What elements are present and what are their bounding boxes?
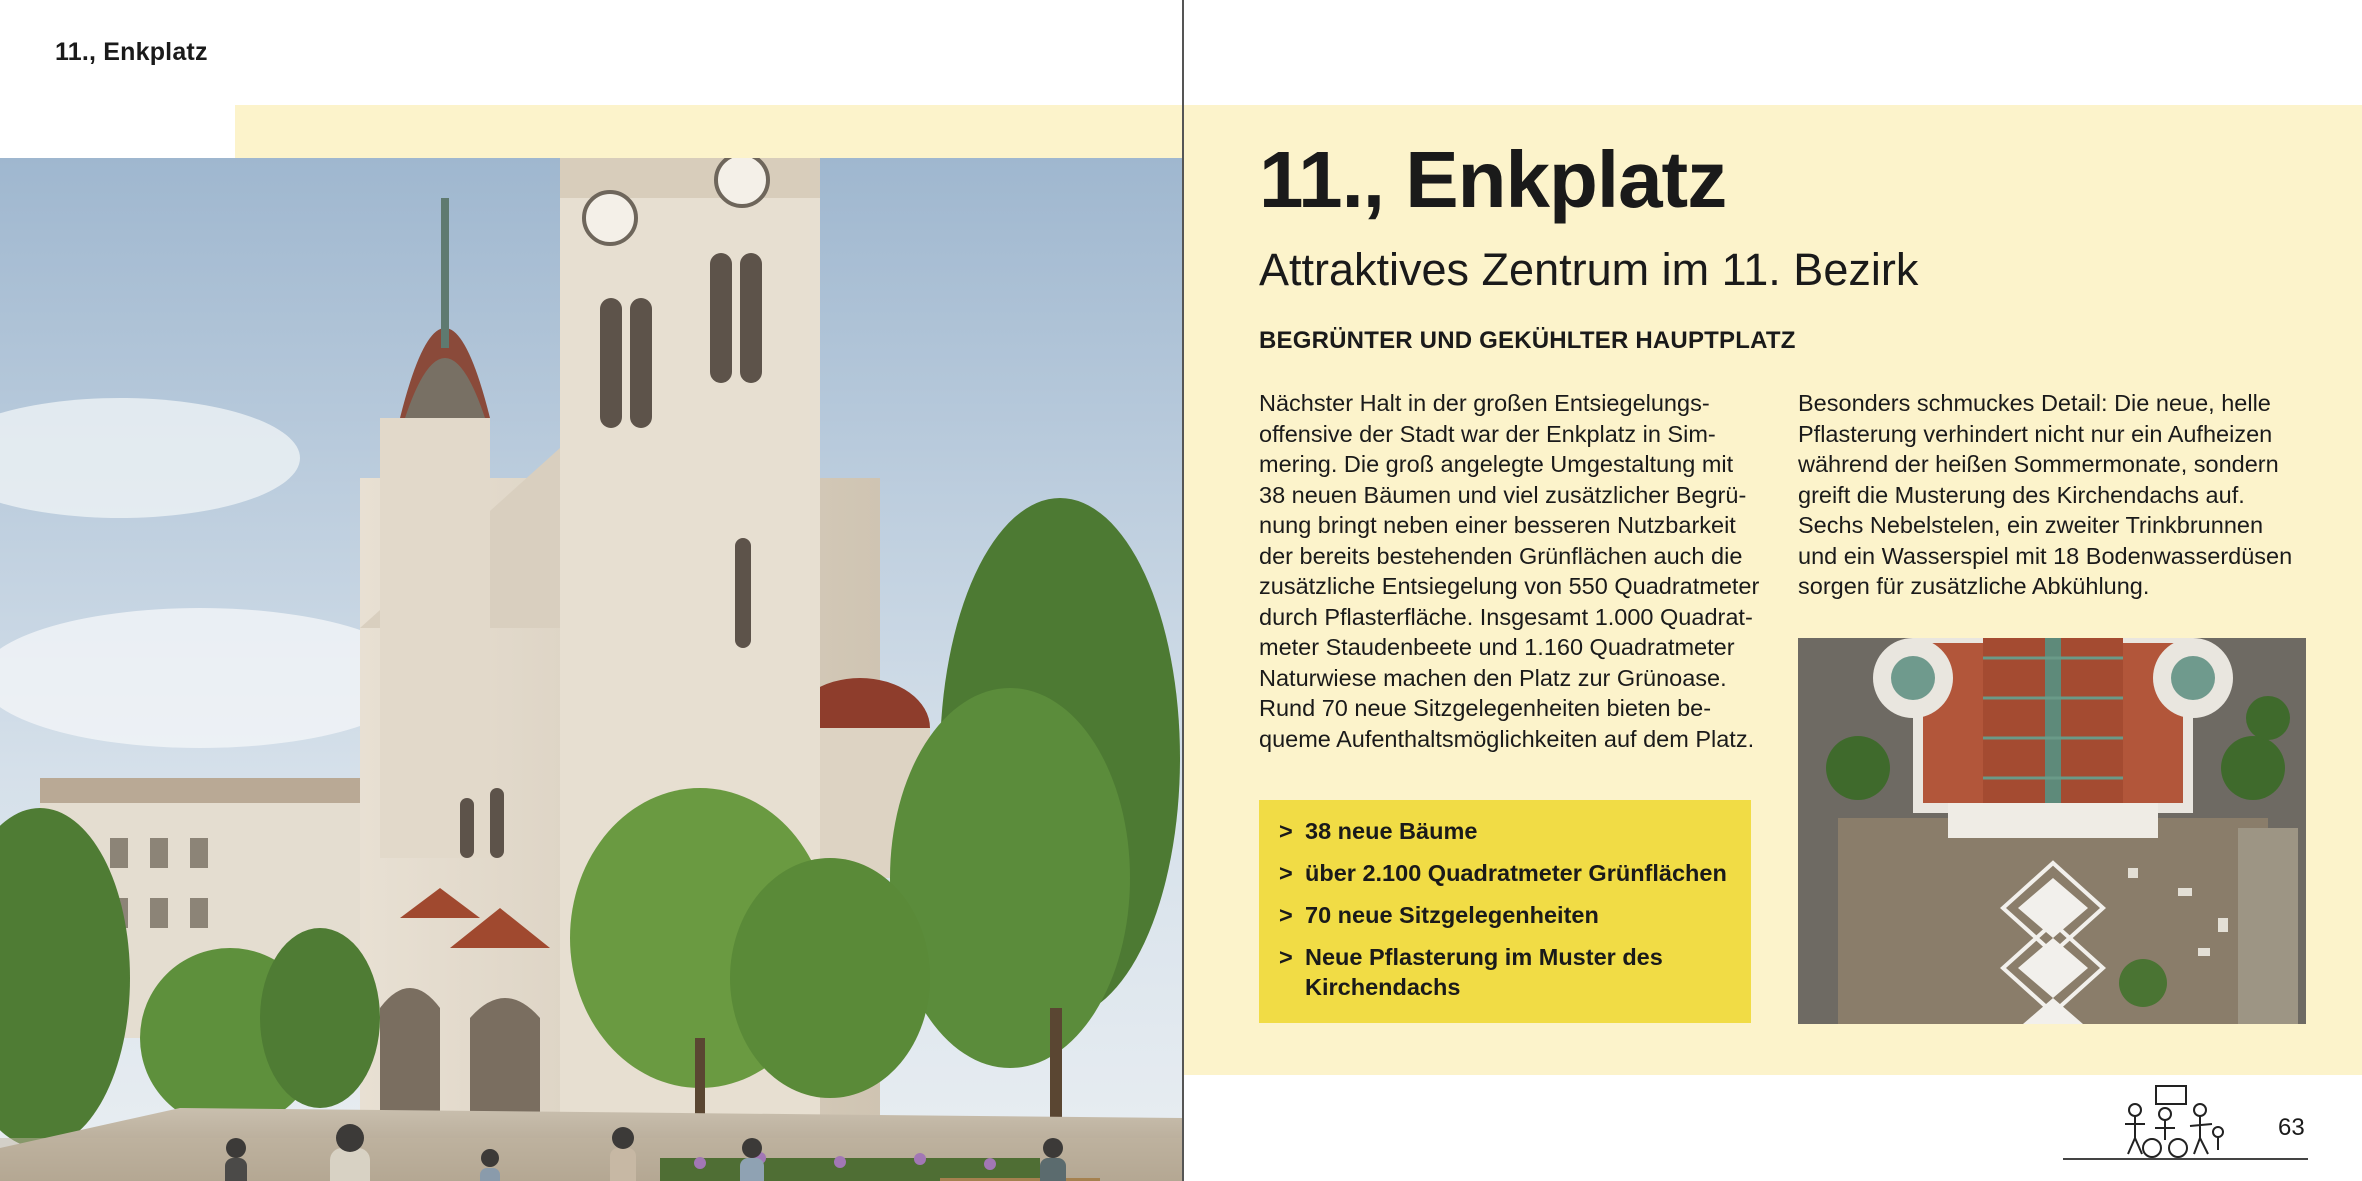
chevron-right-icon: > — [1279, 902, 1293, 928]
chevron-right-icon: > — [1279, 860, 1293, 886]
people-line-drawing-icon — [2120, 1080, 2230, 1160]
body-line: Rund 70 neue Sitzgelegenheiten bieten be- — [1259, 695, 1712, 721]
body-column-1 — [1259, 388, 1779, 754]
church-square-photo — [0, 158, 1182, 1181]
chevron-right-icon: > — [1279, 818, 1293, 844]
body-line: greift die Musterung des Kirchendachs auf. — [1798, 481, 2245, 508]
body-line: mering. Die groß angelegte Umgestaltung mit — [1259, 451, 1734, 477]
body-line: nung bringt neben einer besseren Nutzbarkeit — [1259, 512, 1736, 538]
body-line: sorgen für zusätzliche Abkühlung. — [1798, 573, 2150, 599]
body-line: Naturwiese machen den Platz zur Grünoase. — [1259, 664, 1727, 691]
page-title: 11., Enkplatz — [1259, 135, 1727, 224]
fact-item — [1279, 858, 1731, 888]
chevron-right-icon: > — [1279, 944, 1293, 970]
page-subtitle: Attraktives Zentrum im 11. Bezirk — [1259, 244, 1919, 295]
section-heading: BEGRÜNTER UND GEKÜHLTER HAUPTPLATZ — [1259, 327, 1796, 354]
body-line: offensive der Stadt war der Enkplatz in Sim- — [1259, 420, 1716, 447]
fact-text: 38 neue Bäume — [1305, 818, 1478, 844]
aerial-photo — [1798, 638, 2306, 1024]
body-line: Nächster Halt in der großen Entsiegelungs- — [1259, 390, 1710, 416]
fact-item — [1279, 900, 1731, 930]
fact-text: Neue Pflasterung im Muster des Kirchendachs — [1305, 944, 1663, 1000]
body-line: während der heißen Sommermonate, sondern — [1798, 451, 2279, 477]
body-line: und ein Wasserspiel mit 18 Bodenwasserdüsen — [1798, 542, 2293, 569]
body-line: Besonders schmuckes Detail: Die neue, helle — [1798, 390, 2271, 416]
body-line: zusätzliche Entsiegelung von 550 Quadratmeter — [1259, 573, 1760, 599]
body-line: Pflasterung verhindert nicht nur ein Aufheizen — [1798, 420, 2273, 447]
fact-item — [1279, 816, 1731, 846]
left-color-band — [235, 105, 1182, 158]
body-line: queme Aufenthaltsmöglichkeiten auf dem Platz. — [1259, 725, 1755, 752]
fact-text: über 2.100 Quadratmeter Grünflächen — [1305, 860, 1727, 886]
body-column-2 — [1798, 388, 2323, 602]
body-line: der bereits bestehenden Grünflächen auch die — [1259, 542, 1743, 569]
body-line: Sechs Nebelstelen, ein zweiter Trinkbrunnen — [1798, 512, 2264, 538]
body-line: meter Staudenbeete und 1.160 Quadratmeter — [1259, 634, 1735, 660]
fact-item — [1279, 942, 1731, 1002]
body-line: 38 neuen Bäumen und viel zusätzlicher Begrü- — [1259, 481, 1747, 508]
body-line: durch Pflasterfläche. Insgesamt 1.000 Quadrat- — [1259, 603, 1753, 630]
page-number: 63 — [2278, 1114, 2305, 1141]
facts-box — [1259, 800, 1751, 1023]
fact-text: 70 neue Sitzgelegenheiten — [1305, 902, 1599, 928]
running-head: 11., Enkplatz — [55, 38, 208, 66]
